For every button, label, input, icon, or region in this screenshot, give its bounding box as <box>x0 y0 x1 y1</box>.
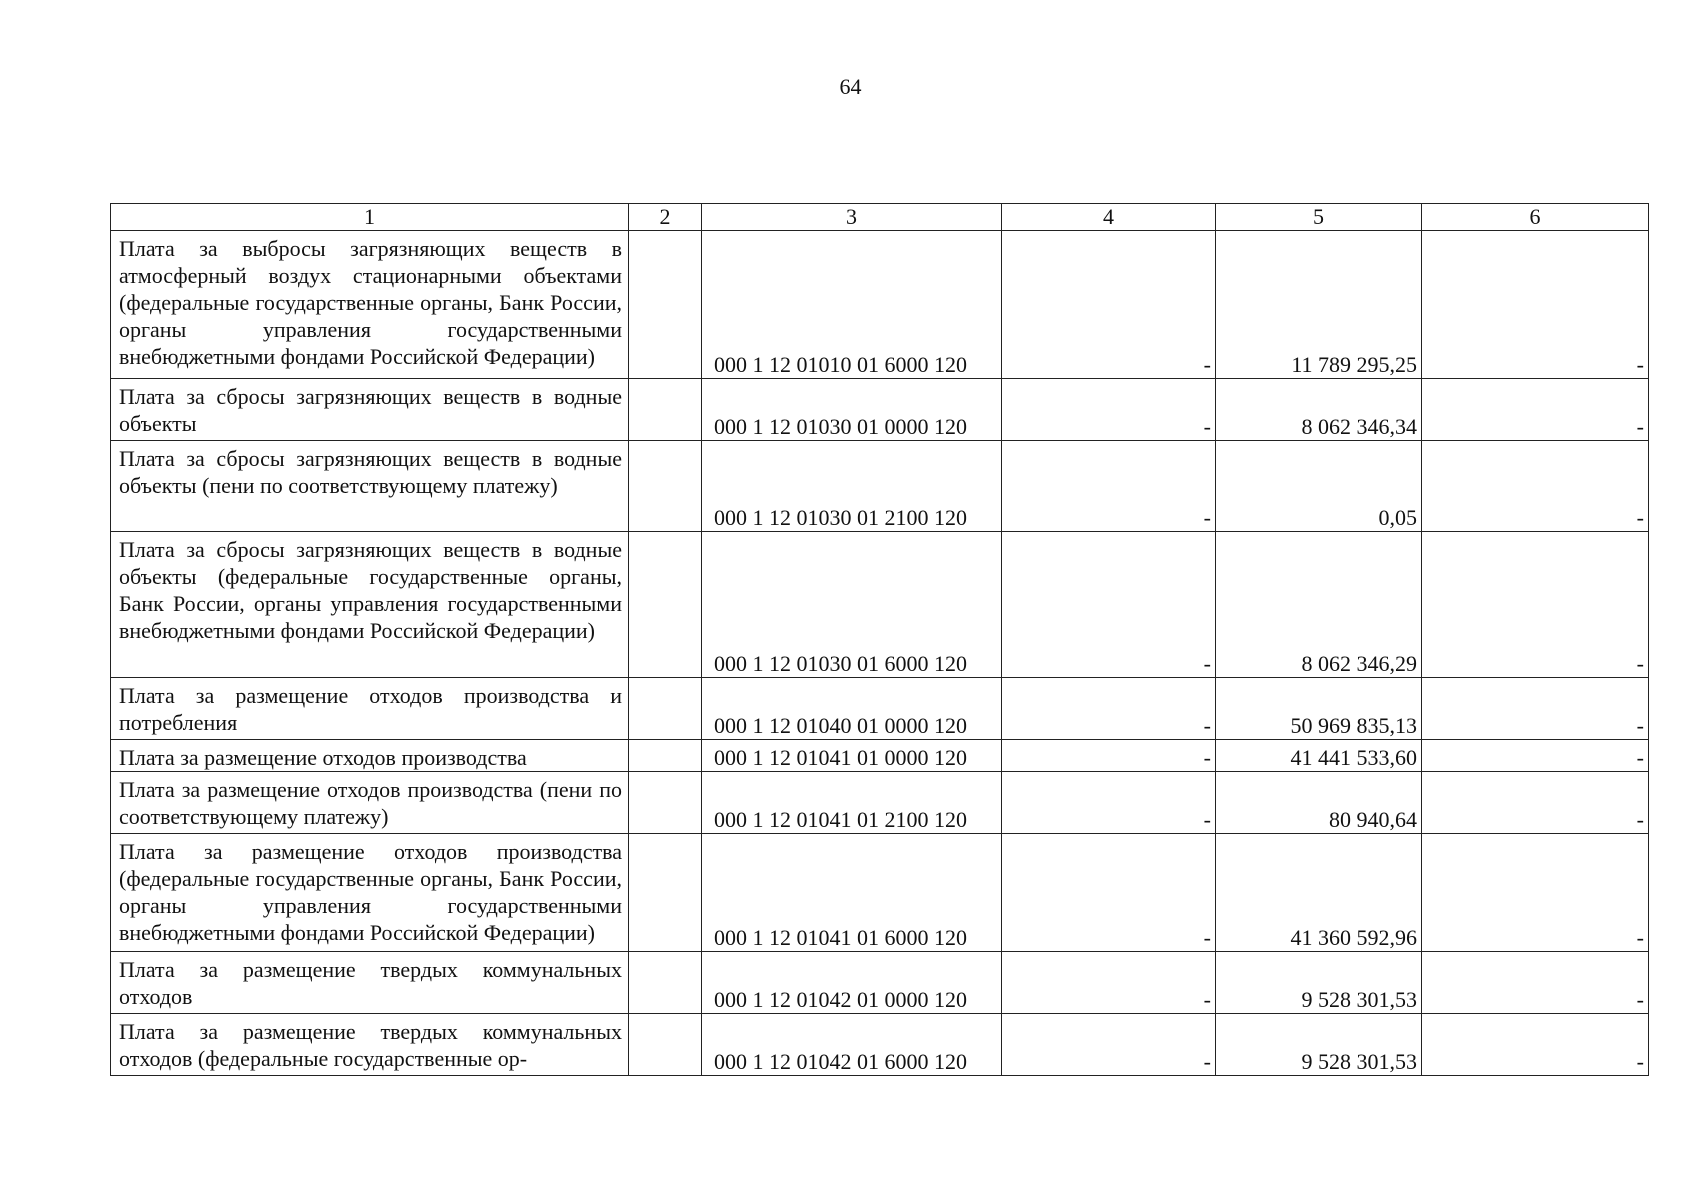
row-col4: - <box>1002 834 1216 952</box>
row-col5: 80 940,64 <box>1216 772 1422 834</box>
column-header-4: 4 <box>1002 204 1216 231</box>
row-code: 000 1 12 01010 01 6000 120 <box>702 231 1002 379</box>
row-col5: 8 062 346,34 <box>1216 379 1422 441</box>
row-col2 <box>629 678 702 740</box>
row-col6: - <box>1422 379 1649 441</box>
row-col5: 9 528 301,53 <box>1216 952 1422 1014</box>
table-row <box>111 740 1649 772</box>
table-row <box>111 532 1649 678</box>
row-name: Плата за размещение отходов производства и потребления <box>111 678 629 740</box>
column-header-2: 2 <box>629 204 702 231</box>
column-header-3: 3 <box>702 204 1002 231</box>
row-code: 000 1 12 01030 01 2100 120 <box>702 441 1002 532</box>
row-col6: - <box>1422 1014 1649 1076</box>
row-col6: - <box>1422 231 1649 379</box>
row-col4: - <box>1002 532 1216 678</box>
row-name: Плата за сбросы загрязняющих веществ в водные объекты (пени по соответствующему платежу) <box>111 441 629 532</box>
row-code: 000 1 12 01041 01 6000 120 <box>702 834 1002 952</box>
row-col4: - <box>1002 952 1216 1014</box>
column-header-6: 6 <box>1422 204 1649 231</box>
table-row <box>111 1014 1649 1076</box>
row-col2 <box>629 379 702 441</box>
row-name: Плата за размещение отходов производства (федеральные государственные органы, Банк России, органы управления государственными внебюджетными фондами Российской Федерации) <box>111 834 629 952</box>
row-col6: - <box>1422 441 1649 532</box>
row-name: Плата за выбросы загрязняющих веществ в атмосферный воздух стационарными объектами (федеральные государственные органы, Банк России, органы управления государственными внебюджетными фондами Российской Федерации) <box>111 231 629 379</box>
row-col4: - <box>1002 441 1216 532</box>
row-code: 000 1 12 01030 01 0000 120 <box>702 379 1002 441</box>
row-name: Плата за размещение отходов производства (пени по соответствующему платежу) <box>111 772 629 834</box>
row-col4: - <box>1002 772 1216 834</box>
row-name: Плата за сбросы загрязняющих веществ в водные объекты (федеральные государственные органы, Банк России, органы управления государственными внебюджетными фондами Российской Федерации) <box>111 532 629 678</box>
row-col2 <box>629 532 702 678</box>
row-col2 <box>629 441 702 532</box>
row-col2 <box>629 772 702 834</box>
row-col4: - <box>1002 379 1216 441</box>
row-col4: - <box>1002 678 1216 740</box>
row-col2 <box>629 740 702 772</box>
row-code: 000 1 12 01041 01 2100 120 <box>702 772 1002 834</box>
row-col4: - <box>1002 231 1216 379</box>
row-col6: - <box>1422 772 1649 834</box>
table-row <box>111 678 1649 740</box>
row-name: Плата за размещение отходов производства <box>111 740 629 772</box>
table-header-row <box>111 204 1649 231</box>
row-col5: 50 969 835,13 <box>1216 678 1422 740</box>
row-col5: 41 441 533,60 <box>1216 740 1422 772</box>
table-row <box>111 952 1649 1014</box>
row-code: 000 1 12 01041 01 0000 120 <box>702 740 1002 772</box>
table-row <box>111 772 1649 834</box>
row-col5: 8 062 346,29 <box>1216 532 1422 678</box>
row-col5: 9 528 301,53 <box>1216 1014 1422 1076</box>
revenue-table <box>110 203 1649 1076</box>
row-col2 <box>629 1014 702 1076</box>
table-row <box>111 231 1649 379</box>
row-col2 <box>629 231 702 379</box>
column-header-1: 1 <box>111 204 629 231</box>
row-col4: - <box>1002 1014 1216 1076</box>
row-code: 000 1 12 01040 01 0000 120 <box>702 678 1002 740</box>
row-col5: 11 789 295,25 <box>1216 231 1422 379</box>
row-col5: 41 360 592,96 <box>1216 834 1422 952</box>
row-col2 <box>629 834 702 952</box>
table-row <box>111 441 1649 532</box>
column-header-5: 5 <box>1216 204 1422 231</box>
row-code: 000 1 12 01042 01 0000 120 <box>702 952 1002 1014</box>
row-name: Плата за сбросы загрязняющих веществ в водные объекты <box>111 379 629 441</box>
row-col6: - <box>1422 740 1649 772</box>
row-code: 000 1 12 01042 01 6000 120 <box>702 1014 1002 1076</box>
table-row <box>111 834 1649 952</box>
revenue-table-container <box>110 203 1648 1076</box>
row-col6: - <box>1422 678 1649 740</box>
row-col6: - <box>1422 834 1649 952</box>
row-col4: - <box>1002 740 1216 772</box>
page-number: 64 <box>839 74 862 99</box>
row-col2 <box>629 952 702 1014</box>
row-col5: 0,05 <box>1216 441 1422 532</box>
table-row <box>111 379 1649 441</box>
row-col6: - <box>1422 952 1649 1014</box>
row-name: Плата за размещение твердых коммунальных отходов <box>111 952 629 1014</box>
row-col6: - <box>1422 532 1649 678</box>
row-name: Плата за размещение твердых коммунальных отходов (федеральные государственные ор- <box>111 1014 629 1076</box>
row-code: 000 1 12 01030 01 6000 120 <box>702 532 1002 678</box>
